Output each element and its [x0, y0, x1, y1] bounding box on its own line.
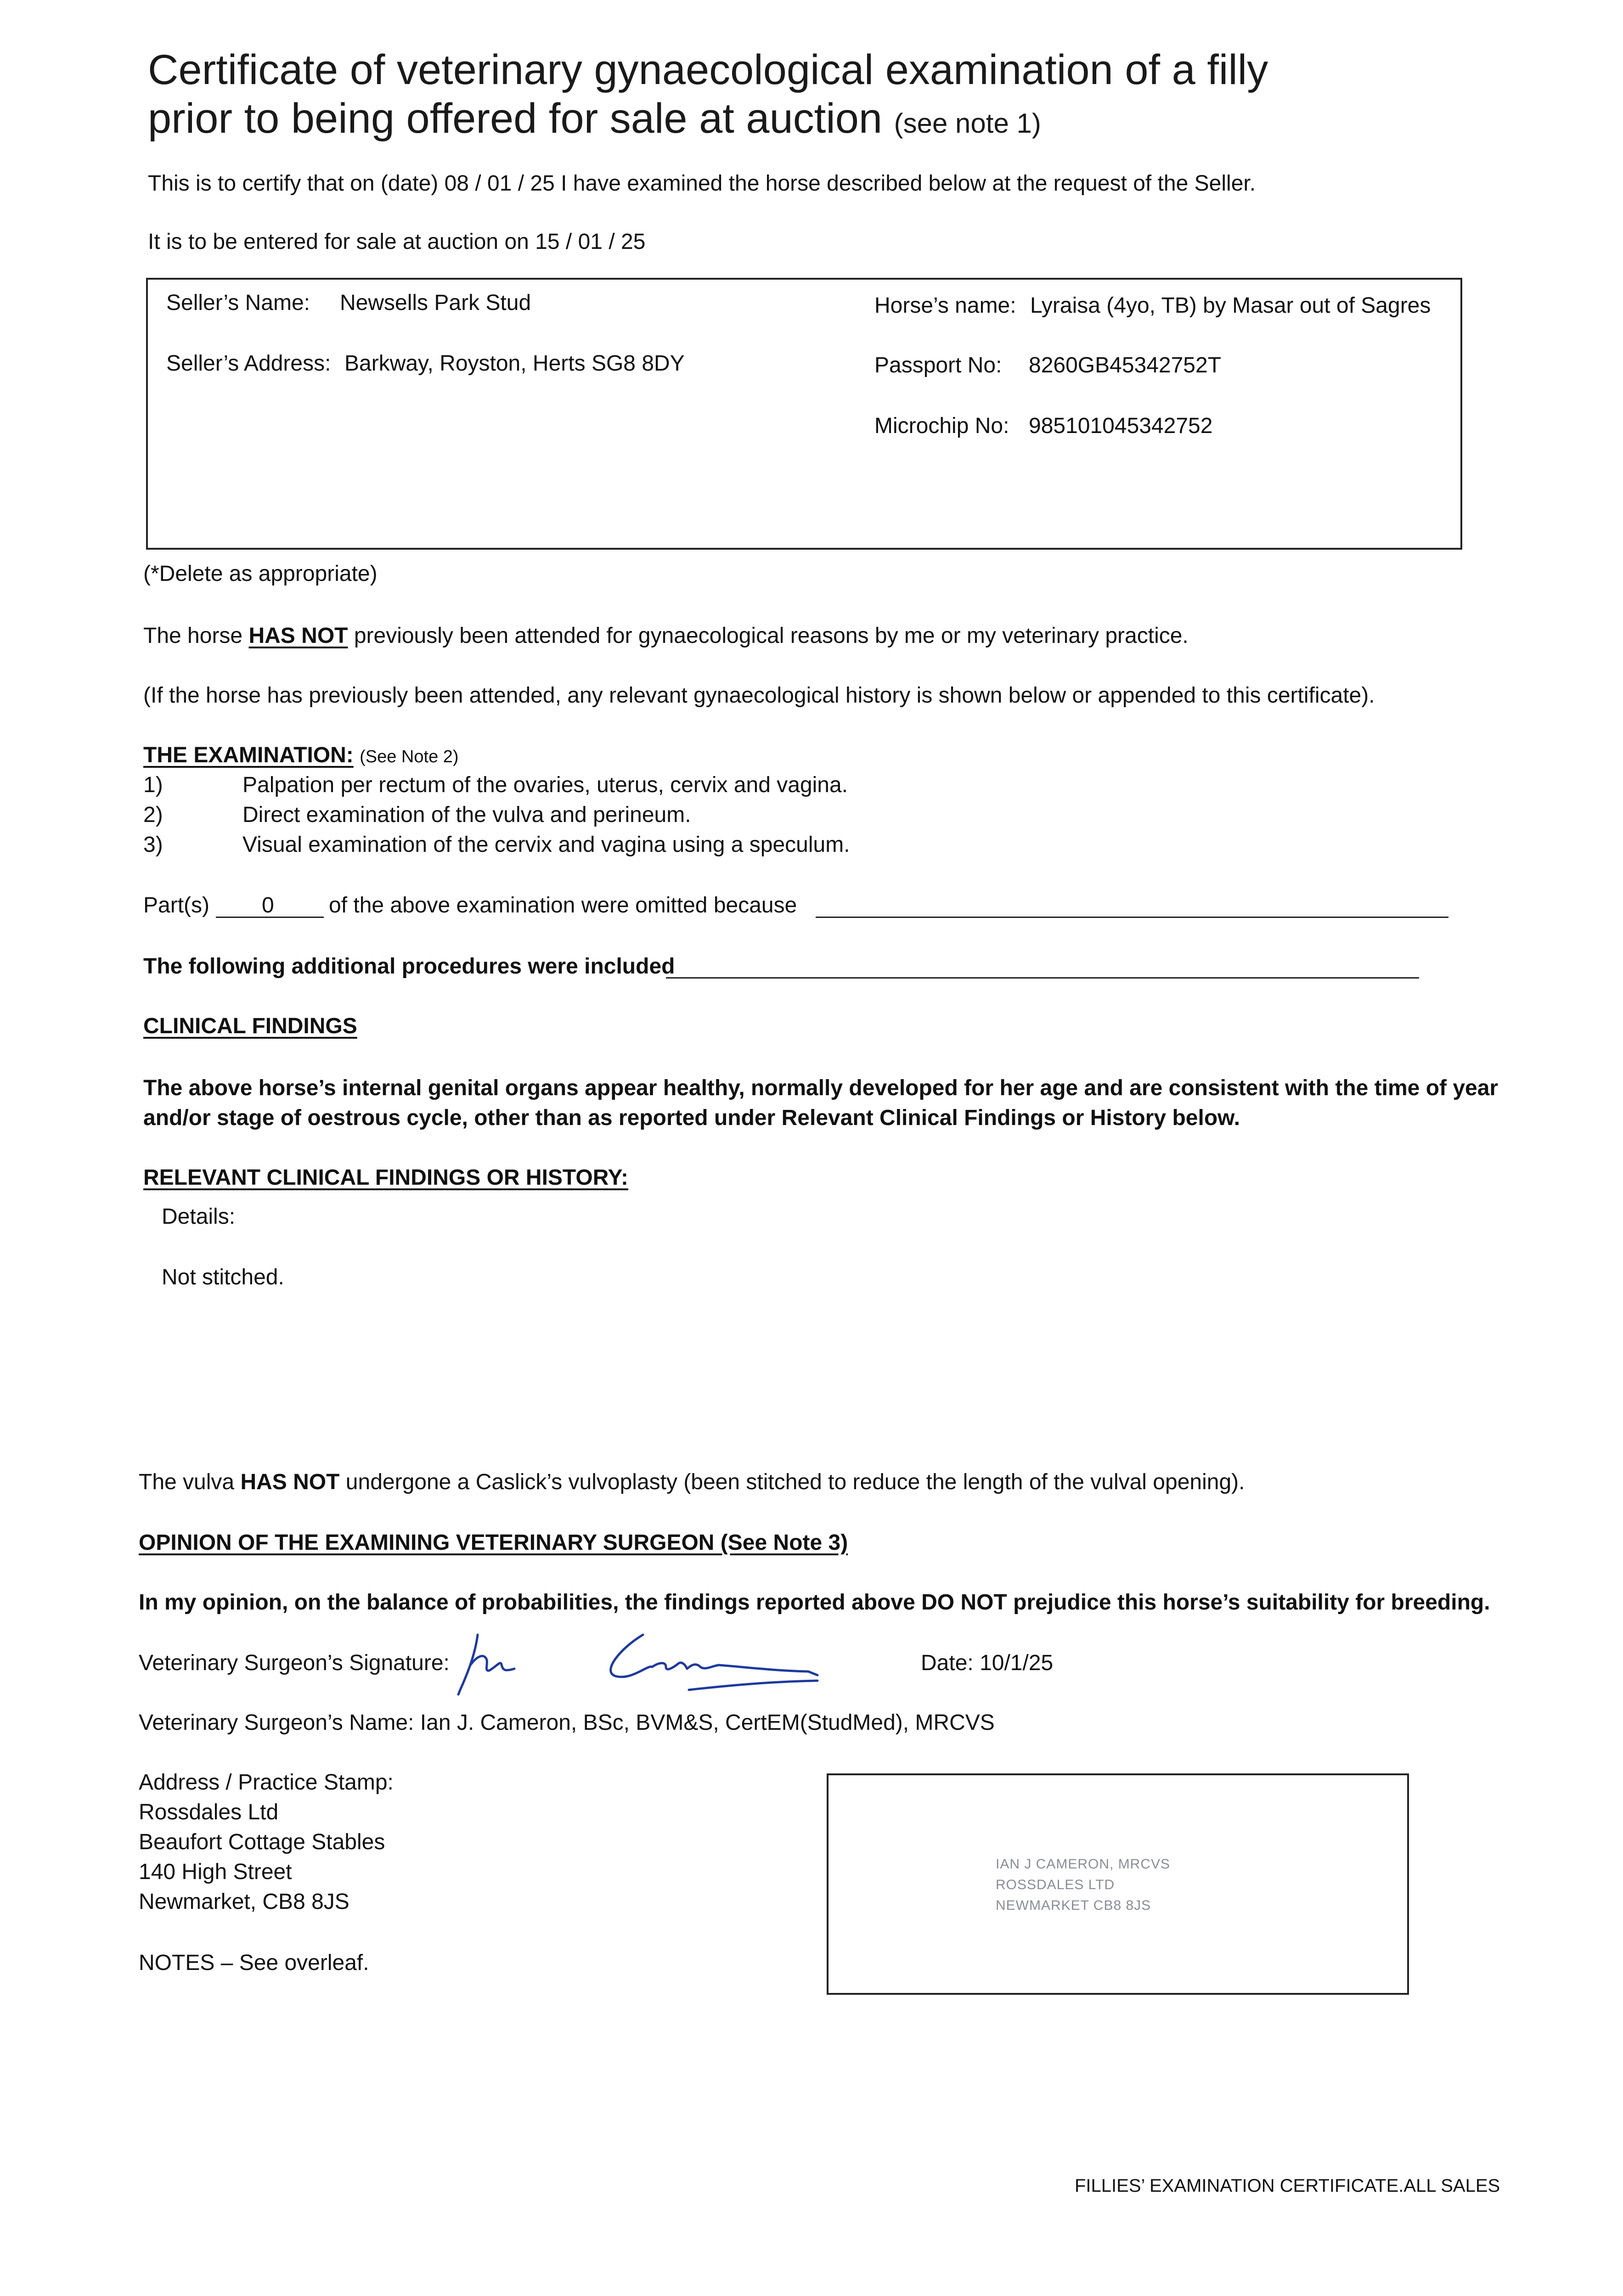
omitted-reason-line	[816, 917, 1448, 918]
history-note: (If the horse has previously been attended, any relevant gynaecological history is shown below or appended to this certificate).	[143, 683, 1375, 708]
exam-item-3-text: Visual examination of the cervix and vagina using a speculum.	[242, 833, 850, 857]
attended-emphasis: HAS NOT	[248, 624, 348, 648]
vulva-emphasis: HAS NOT	[240, 1470, 340, 1494]
attended-statement	[143, 622, 1189, 650]
attended-prefix: The horse	[143, 624, 243, 648]
additional-procedures-label: The following additional procedures were included	[143, 954, 675, 979]
practice-stamp-box	[827, 1773, 1409, 1995]
delete-note: (*Delete as appropriate)	[143, 562, 378, 586]
horse-name-label: Horse’s name:	[874, 293, 1016, 318]
examination-note-reference: (See Note 2)	[360, 747, 459, 766]
exam-item-1-text: Palpation per rectum of the ovaries, uterus, cervix and vagina.	[242, 773, 848, 797]
parts-suffix: of the above examination were omitted because	[329, 893, 797, 917]
parts-prefix: Part(s)	[143, 893, 209, 917]
opinion-heading: OPINION OF THE EXAMINING VETERINARY SURGEON (See Note 3)	[139, 1531, 848, 1555]
relevant-findings-details: Not stitched.	[162, 1265, 284, 1289]
certificate-title-line-1: Certificate of veterinary gynaecological examination of a filly	[148, 46, 1268, 93]
horse-name: Lyraisa (4yo, TB) by Masar out of Sagres	[1030, 293, 1431, 318]
vet-name-line	[139, 1709, 995, 1737]
details-label: Details:	[162, 1204, 236, 1229]
clinical-findings-heading: CLINICAL FINDINGS	[143, 1014, 357, 1038]
exam-item-2-text: Direct examination of the vulva and perineum.	[242, 803, 691, 827]
title-note-reference: (see note 1)	[894, 108, 1041, 139]
auction-date: 15 / 01 / 25	[535, 230, 646, 254]
auction-prefix: It is to be entered for sale at auction on	[148, 230, 529, 254]
passport-number: 8260GB45342752T	[1029, 353, 1222, 377]
certificate-title-line-2	[148, 95, 1041, 147]
signature-date	[921, 1649, 1053, 1677]
seller-address-label: Seller’s Address:	[166, 351, 331, 376]
vulva-suffix: undergone a Caslick’s vulvoplasty (been stitched to reduce the length of the vulval opening).	[345, 1470, 1245, 1494]
parts-omitted-value: 0	[262, 893, 274, 917]
auction-statement	[148, 228, 645, 256]
signature-label: Veterinary Surgeon’s Signature:	[139, 1651, 450, 1675]
opinion-text: In my opinion, on the balance of probabilities, the findings reported above DO NOT prejudice this horse’s suitability for breeding.	[139, 1590, 1490, 1615]
address-line-4: Newmarket, CB8 8JS	[139, 1890, 349, 1914]
certify-prefix: This is to certify that on (date)	[148, 171, 439, 196]
relevant-findings-heading: RELEVANT CLINICAL FINDINGS OR HISTORY:	[143, 1165, 629, 1190]
address-line-1: Rossdales Ltd	[139, 1800, 279, 1824]
exam-item-2-num: 2)	[143, 803, 163, 827]
exam-item-1-num: 1)	[143, 773, 163, 797]
clinical-findings-text-1: The above horse’s internal genital organs appear healthy, normally developed for her age and are consistent with the time of year	[143, 1076, 1499, 1100]
certificate-title-text: prior to being offered for sale at auction	[148, 95, 883, 142]
vulva-prefix: The vulva	[139, 1470, 235, 1494]
additional-procedures-line	[666, 977, 1419, 979]
signature-date-label: Date:	[921, 1651, 974, 1675]
stamp-line-2: ROSSDALES LTD	[996, 1877, 1115, 1892]
examination-heading	[143, 742, 459, 771]
vet-name-value: Ian J. Cameron, BSc, BVM&S, CertEM(StudMed), MRCVS	[420, 1711, 995, 1735]
vet-name-label: Veterinary Surgeon’s Name:	[139, 1711, 414, 1735]
certify-statement	[148, 170, 1256, 197]
address-label: Address / Practice Stamp:	[139, 1770, 394, 1795]
stamp-line-3: NEWMARKET CB8 8JS	[996, 1898, 1151, 1913]
seller-address: Barkway, Royston, Herts SG8 8DY	[344, 351, 685, 376]
microchip-number: 985101045342752	[1029, 414, 1213, 438]
notes-reference: NOTES – See overleaf.	[139, 1951, 369, 1975]
address-line-3: 140 High Street	[139, 1860, 292, 1884]
signature-date-value: 10/1/25	[980, 1651, 1054, 1675]
seller-name: Newsells Park Stud	[340, 291, 531, 315]
vulva-statement	[139, 1469, 1245, 1496]
seller-name-label: Seller’s Name:	[166, 291, 310, 315]
footer-form-name: FILLIES’ EXAMINATION CERTIFICATE.ALL SALES	[1075, 2176, 1500, 2196]
clinical-findings-text-2: and/or stage of oestrous cycle, other than as reported under Relevant Clinical Findings or History below.	[143, 1106, 1240, 1130]
stamp-line-1: IAN J CAMERON, MRCVS	[996, 1857, 1171, 1872]
vet-signature	[450, 1621, 836, 1708]
address-line-2: Beaufort Cottage Stables	[139, 1830, 385, 1854]
microchip-label: Microchip No:	[874, 414, 1009, 438]
passport-label: Passport No:	[874, 353, 1002, 377]
exam-item-3-num: 3)	[143, 833, 163, 857]
certify-suffix: I have examined the horse described below at the request of the Seller.	[561, 171, 1256, 196]
examination-date: 08 / 01 / 25	[444, 171, 555, 196]
examination-heading-text: THE EXAMINATION:	[143, 743, 354, 767]
attended-suffix: previously been attended for gynaecological reasons by me or my veterinary practice.	[354, 624, 1189, 648]
